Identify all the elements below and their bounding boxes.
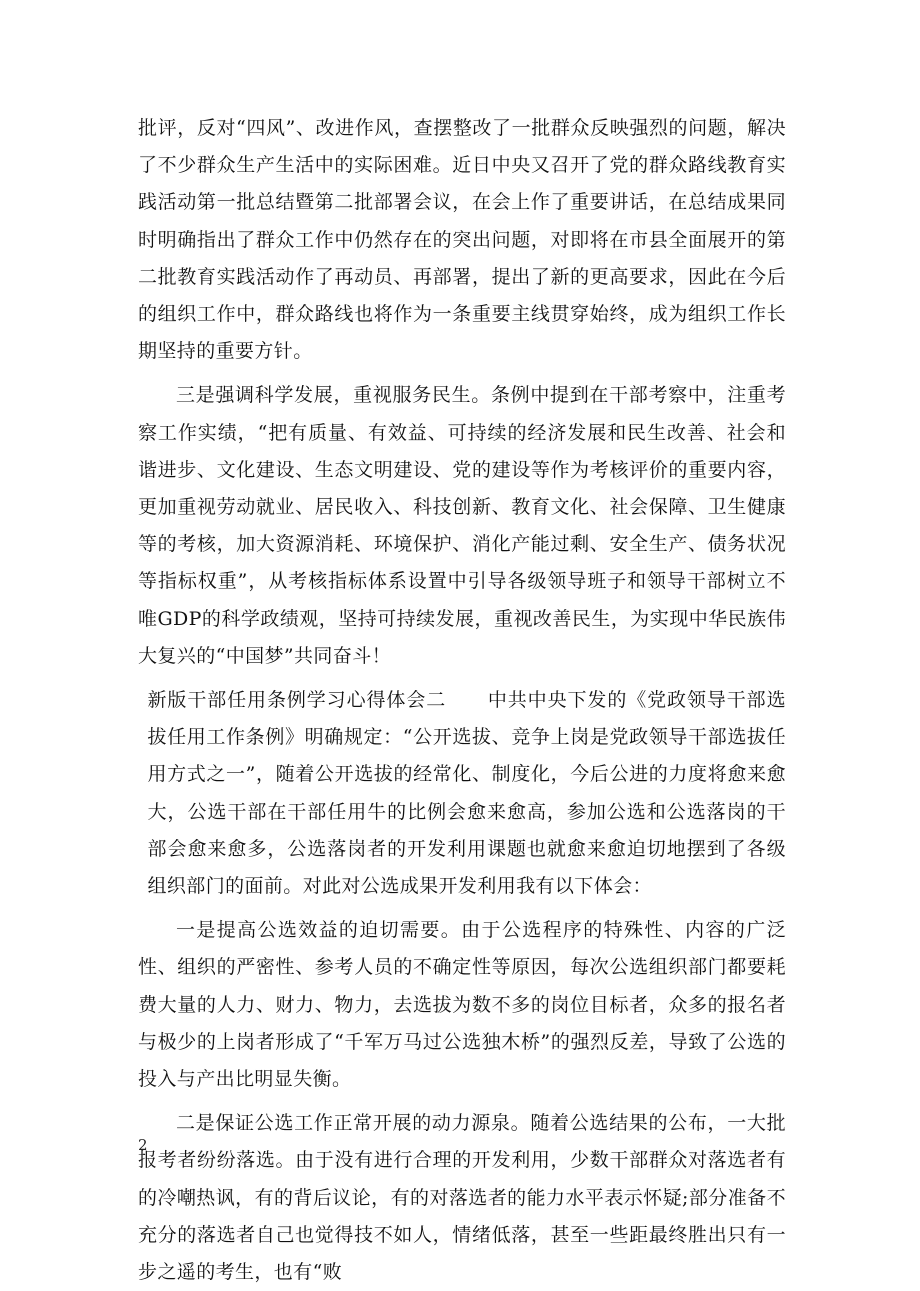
paragraph-1: 批评，反对“四风”、改进作风，查摆整改了一批群众反映强烈的问题，解决了不少群众生产生活中的实际困难。近日中央又召开了党的群众路线教育实践活动第一批总结暨第二批部署会议，在会上作了重要讲话，在总结成果同时明确指出了群众工作中仍然存在的突出问题，对即将在市县全面展开的第二批教育实践活动作了再动员、再部署，提出了新的更高要求，因此在今后的组织工作中，群众路线也将作为一条重要主线贯穿始终，成为组织工作长期坚持的重要方针。 bbox=[138, 117, 786, 363]
paragraph-3-text: 中共中央下发的《党政领导干部选拔任用工作条例》明确规定：“公开选拔、竞争上岗是党政领导干部选拔任用方式之一”，随着公开选拔的经常化、制度化，今后公进的力度将愈来愈大，公选干部在干部任用牛的比例会愈来愈高，参加公选和公选落岗的干部会愈来愈多，公选落岗者的开发利用课题也就愈来愈迫切地摆到了各级组织部门的面前。对此对公选成果开发利用我有以下体会： bbox=[147, 689, 786, 898]
section-heading: 新版干部任用条例学习心得体会二 bbox=[147, 689, 447, 712]
heading-spacer bbox=[446, 689, 488, 711]
paragraph-2: 三是强调科学发展，重视服务民生。条例中提到在干部考察中，注重考察工作实绩，“把有质量、有效益、可持续的经济发展和民生改善、社会和谐进步、文化建设、生态文明建设、党的建设等作为考核评价的重要内容，更加重视劳动就业、居民收入、科技创新、教育文化、社会保障、卫生健康等的考核，加大资源消耗、环境保护、消化产能过剩、安全生产、债务状况等指标权重”，从考核指标体系设置中引导各级领导班子和领导干部树立不唯GDP的科学政绩观，坚持可持续发展，重视改善民生，为实现中华民族伟大复兴的“中国梦”共同奋斗！ bbox=[138, 384, 786, 667]
paragraph-4: 一是提高公选效益的迫切需要。由于公选程序的特殊性、内容的广泛性、组织的严密性、参考人员的不确定性等原因，每次公选组织部门都要耗费大量的人力、财力、物力，去选拔为数不多的岗位目标者，众多的报名者与极少的上岗者形成了“千军万马过公选独木桥”的强烈反差，导致了公选的投入与产出比明显失衡。 bbox=[138, 919, 786, 1091]
paragraph-3 bbox=[138, 682, 786, 905]
page-number: 2 bbox=[138, 1136, 148, 1154]
paragraph-5: 二是保证公选工作正常开展的动力源泉。随着公选结果的公布，一大批报考者纷纷落选。由于没有进行合理的开发利用，少数干部群众对落选者有的冷嘲热讽，有的背后议论，有的对落选者的能力水平表示怀疑;部分准备不充分的落选者自己也觉得技不如人，情绪低落，甚至一些距最终胜出只有一步之遥的考生，也有“败 bbox=[138, 1112, 786, 1284]
document-body bbox=[138, 110, 786, 1291]
